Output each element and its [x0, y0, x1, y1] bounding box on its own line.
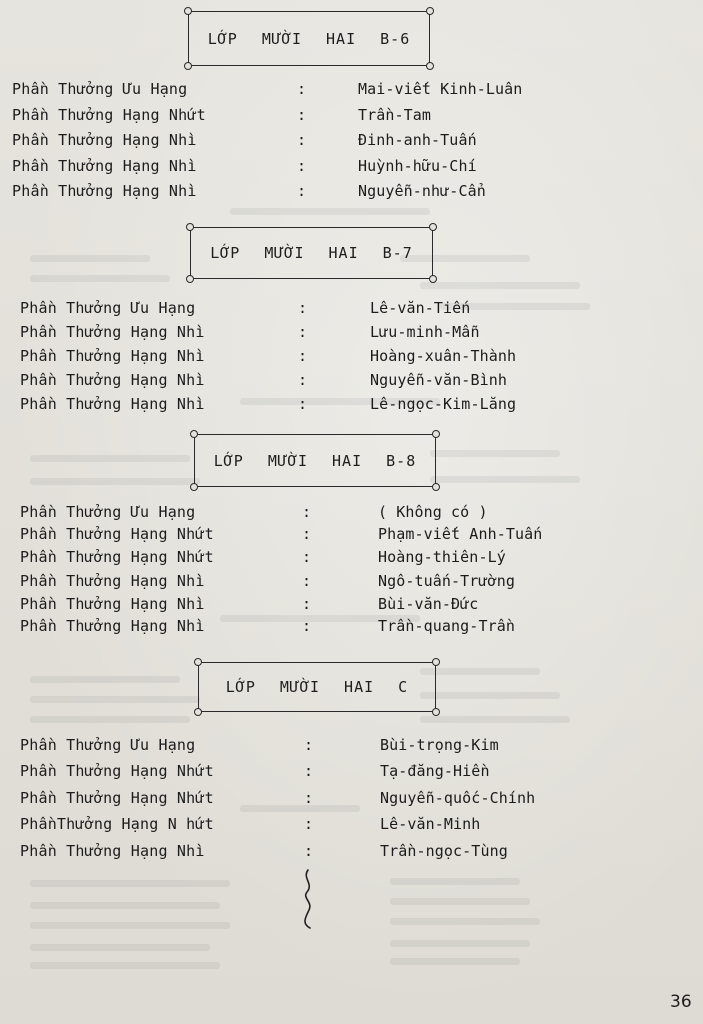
award-label: PhầnThưởng Hạng N hứt — [20, 815, 214, 833]
student-name: Nguyễn-văn-Bình — [370, 371, 507, 389]
award-row — [20, 299, 580, 319]
separator: : — [298, 299, 308, 317]
class-header-b6 — [188, 11, 430, 66]
award-label: Phần Thưởng Hạng Nhì — [20, 371, 205, 389]
award-row — [20, 503, 600, 523]
separator: : — [298, 347, 308, 365]
separator: : — [297, 157, 307, 175]
award-row — [20, 762, 600, 782]
separator: : — [302, 595, 312, 613]
corner-ring-icon — [432, 430, 440, 438]
class-title: LỚP MƯỜI HAI C — [225, 678, 409, 696]
award-label: Phần Thưởng Hạng Nhì — [12, 131, 197, 149]
award-row — [20, 572, 600, 592]
award-label: Phần Thưởng Ưu Hạng — [12, 80, 188, 98]
student-name: Hoàng-xuân-Thành — [370, 347, 517, 365]
award-label: Phần Thưởng Hạng Nhứt — [20, 789, 214, 807]
student-name: Ngô-tuấn-Trường — [378, 572, 515, 590]
corner-ring-icon — [194, 658, 202, 666]
award-row — [20, 371, 580, 391]
award-row — [20, 842, 600, 862]
award-label: Phần Thưởng Hạng Nhứt — [20, 525, 214, 543]
class-title: LỚP MƯỜI HAI B-7 — [210, 244, 413, 262]
separator: : — [302, 525, 312, 543]
award-label: Phần Thưởng Hạng Nhì — [20, 595, 205, 613]
student-name: Tạ-đăng-Hiền — [380, 762, 490, 780]
award-label: Phần Thưởng Hạng Nhì — [20, 842, 205, 860]
corner-ring-icon — [190, 483, 198, 491]
separator: : — [302, 548, 312, 566]
separator: : — [297, 182, 307, 200]
separator: : — [298, 371, 308, 389]
award-label: Phần Thưởng Ưu Hạng — [20, 736, 196, 754]
student-name: Mai-viết Kinh-Luân — [358, 80, 523, 98]
award-row — [12, 182, 572, 202]
separator: : — [297, 131, 307, 149]
award-label: Phần Thưởng Hạng Nhứt — [12, 106, 206, 124]
separator: : — [304, 789, 314, 807]
corner-ring-icon — [186, 275, 194, 283]
award-row — [12, 131, 572, 151]
student-name: Lê-văn-Tiến — [370, 299, 471, 317]
page-number: 36 — [670, 992, 692, 1012]
corner-ring-icon — [426, 62, 434, 70]
separator: : — [297, 106, 307, 124]
award-row — [12, 80, 572, 100]
student-name: ( Không có ) — [378, 503, 488, 521]
award-label: Phần Thưởng Ưu Hạng — [20, 299, 196, 317]
corner-ring-icon — [184, 62, 192, 70]
corner-ring-icon — [432, 483, 440, 491]
student-name: Huỳnh-hữu-Chí — [358, 157, 477, 175]
class-header-c — [198, 662, 436, 712]
corner-ring-icon — [429, 223, 437, 231]
award-label: Phần Thưởng Hạng Nhứt — [20, 548, 214, 566]
separator: : — [297, 80, 307, 98]
award-label: Phần Thưởng Hạng Nhì — [20, 323, 205, 341]
award-row — [20, 395, 580, 415]
student-name: Trần-quang-Trần — [378, 617, 515, 635]
corner-ring-icon — [194, 708, 202, 716]
award-row — [20, 815, 600, 835]
award-label: Phần Thưởng Hạng Nhì — [20, 617, 205, 635]
award-label: Phần Thưởng Hạng Nhì — [20, 395, 205, 413]
award-row — [20, 548, 600, 568]
award-row — [20, 525, 600, 545]
student-name: Nguyễn-như-Cẩn — [358, 182, 486, 200]
class-header-b8 — [194, 434, 436, 487]
student-name: Lê-ngọc-Kim-Lăng — [370, 395, 517, 413]
student-name: Lưu-minh-Mẫn — [370, 323, 480, 341]
corner-ring-icon — [190, 430, 198, 438]
separator: : — [302, 503, 312, 521]
corner-ring-icon — [186, 223, 194, 231]
separator: : — [304, 762, 314, 780]
corner-ring-icon — [426, 7, 434, 15]
separator: : — [304, 815, 314, 833]
corner-ring-icon — [432, 658, 440, 666]
corner-ring-icon — [432, 708, 440, 716]
student-name: Đinh-anh-Tuấn — [358, 131, 477, 149]
student-name: Lê-văn-Minh — [380, 815, 481, 833]
award-row — [20, 736, 600, 756]
award-row — [20, 617, 600, 637]
separator: : — [304, 736, 314, 754]
student-name: Phạm-viết Anh-Tuấn — [378, 525, 543, 543]
closing-flourish-icon — [298, 868, 318, 932]
award-label: Phần Thưởng Ưu Hạng — [20, 503, 196, 521]
class-header-b7 — [190, 227, 433, 279]
separator: : — [298, 395, 308, 413]
separator: : — [302, 617, 312, 635]
award-row — [12, 106, 572, 126]
separator: : — [302, 572, 312, 590]
award-label: Phần Thưởng Hạng Nhì — [12, 157, 197, 175]
separator: : — [304, 842, 314, 860]
award-row — [20, 789, 600, 809]
award-label: Phần Thưởng Hạng Nhì — [12, 182, 197, 200]
award-label: Phần Thưởng Hạng Nhì — [20, 572, 205, 590]
student-name: Trần-ngọc-Tùng — [380, 842, 508, 860]
award-row — [12, 157, 572, 177]
class-title: LỚP MƯỜI HAI B-6 — [207, 29, 411, 48]
student-name: Trần-Tam — [358, 106, 432, 124]
class-title: LỚP MƯỜI HAI B-8 — [213, 451, 417, 470]
award-label: Phần Thưởng Hạng Nhứt — [20, 762, 214, 780]
student-name: Bùi-văn-Đức — [378, 595, 479, 613]
award-row — [20, 323, 580, 343]
award-row — [20, 595, 600, 615]
student-name: Nguyễn-quốc-Chính — [380, 789, 536, 807]
student-name: Bùi-trọng-Kim — [380, 736, 499, 754]
separator: : — [298, 323, 308, 341]
corner-ring-icon — [184, 7, 192, 15]
award-label: Phần Thưởng Hạng Nhì — [20, 347, 205, 365]
student-name: Hoàng-thiên-Lý — [378, 548, 506, 566]
corner-ring-icon — [429, 275, 437, 283]
award-row — [20, 347, 580, 367]
